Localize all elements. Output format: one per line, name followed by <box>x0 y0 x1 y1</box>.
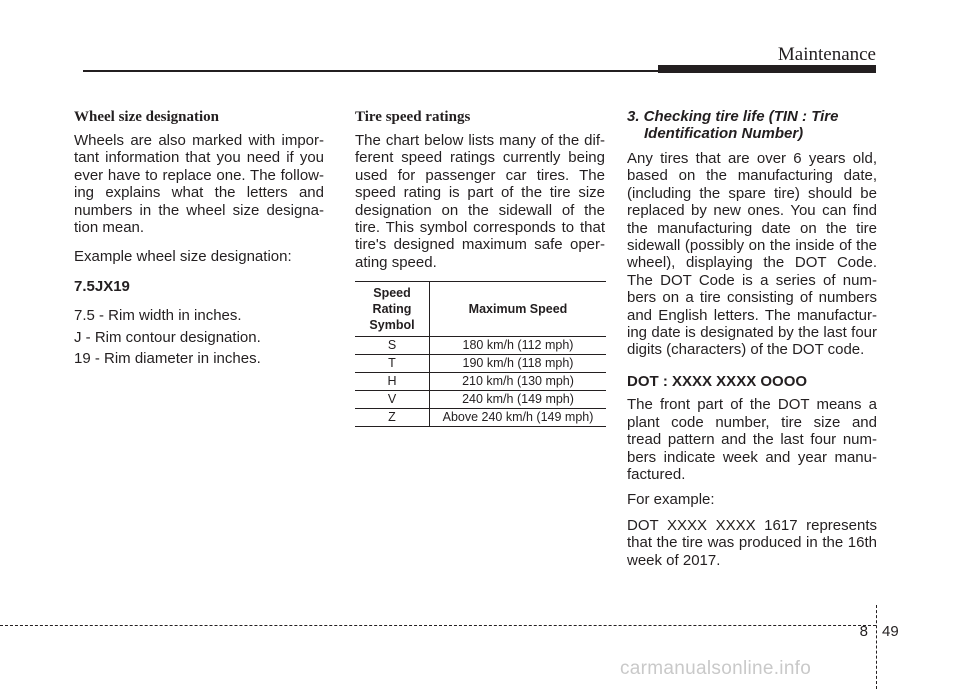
tire-life-para1: Any tires that are over 6 years old, based on the manufacturing date, (including the spare tire) should be replaced by new ones. You can find the manufacturing date on the tire sidewall (possibly on the inside of the wheel), displaying the DOT Code. The DOT Code is a series of num-bers on a tire consisting of numbers and English letters. The manufactur-ing date is designated by the last four digits (characters) of the DOT code. <box>627 150 877 359</box>
tire-speed-intro: The chart below lists many of the dif-ferent speed ratings currently being used for passenger car tires. The speed rating is part of the tire size designation on the sidewall of the tire. This symbol corresponds to that tire's designed maximum safe oper-ating speed. <box>355 132 605 271</box>
tire-life-para3: DOT XXXX XXXX 1617 represents that the tire was produced in the 16th week of 2017. <box>627 516 877 569</box>
header-bar <box>658 65 876 73</box>
table-row <box>355 373 606 391</box>
wheel-size-section <box>74 108 324 371</box>
header-rule <box>83 70 658 72</box>
tire-life-title: 3. Checking tire life (TIN : Tire Identification Number) <box>627 108 839 142</box>
speed-cell: 240 km/h (149 mph) <box>430 391 607 409</box>
header-speed: Maximum Speed <box>430 282 607 337</box>
example-label: For example: <box>627 491 715 509</box>
table-row <box>355 409 606 427</box>
table-row <box>355 337 606 355</box>
wheel-size-intro: Wheels are also marked with impor-tant information that you need if you ever have to replace one. The follow-ing explains what the letters and numbers in the wheel size designa-tion mean. <box>74 132 324 237</box>
header-title: Maintenance <box>777 44 876 65</box>
tire-life-para2: The front part of the DOT means a plant code number, tire size and tread pattern and the last four num-bers indicate week and year manu-factured. <box>627 396 877 483</box>
symbol-cell: Z <box>355 409 430 427</box>
list-item: 19 - Rim diameter in inches. <box>74 350 261 368</box>
example-code: 7.5JX19 <box>74 277 130 295</box>
speed-cell: Above 240 km/h (149 mph) <box>430 409 607 427</box>
tire-life-section <box>627 108 877 583</box>
speed-cell: 210 km/h (130 mph) <box>430 373 607 391</box>
speed-cell: 180 km/h (112 mph) <box>430 337 607 355</box>
example-label: Example wheel size designation: <box>74 248 292 266</box>
chapter-number: 8 <box>859 623 868 640</box>
table-row <box>355 355 606 373</box>
tire-speed-heading: Tire speed ratings <box>355 109 471 125</box>
list-item: 7.5 - Rim width in inches. <box>74 307 242 325</box>
symbol-cell: V <box>355 391 430 409</box>
symbol-cell: T <box>355 355 430 373</box>
dot-code: DOT : XXXX XXXX OOOO <box>627 372 808 390</box>
page-number: 49 <box>882 623 899 640</box>
header-symbol: Speed Rating Symbol <box>355 282 430 337</box>
speed-rating-table <box>355 281 606 427</box>
watermark: carmanualsonline.info <box>620 658 812 679</box>
page-separator <box>876 605 877 689</box>
list-item: J - Rim contour designation. <box>74 328 261 346</box>
table-header-row <box>355 282 606 337</box>
symbol-cell: H <box>355 373 430 391</box>
speed-cell: 190 km/h (118 mph) <box>430 355 607 373</box>
table-row <box>355 391 606 409</box>
footer-rule <box>0 625 876 626</box>
wheel-size-heading: Wheel size designation <box>74 109 219 125</box>
symbol-cell: S <box>355 337 430 355</box>
tire-speed-section <box>355 108 605 427</box>
